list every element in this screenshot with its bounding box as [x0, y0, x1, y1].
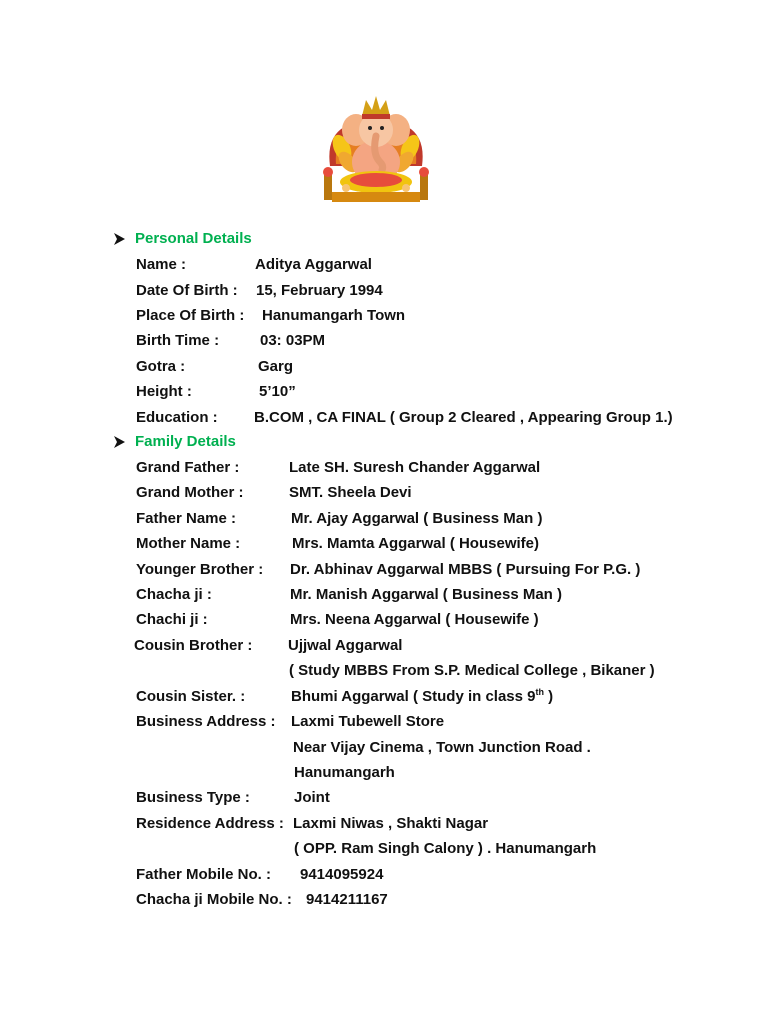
field-value: Ujjwal Aggarwal	[288, 637, 403, 654]
arrow-bullet-icon	[112, 435, 126, 449]
field-label: Chacha ji :	[136, 586, 212, 603]
field-value: Laxmi Tubewell Store	[291, 713, 445, 730]
field-value: Garg	[258, 358, 294, 375]
field-value: 15, February 1994	[256, 282, 383, 299]
ganesha-image	[316, 96, 436, 204]
field-label: Cousin Brother :	[134, 637, 253, 654]
field-label: Place Of Birth :	[136, 307, 245, 324]
field-label: Father Mobile No. :	[136, 866, 271, 883]
field-value: Mr. Manish Aggarwal ( Business Man )	[290, 586, 562, 603]
field-value-continuation: Hanumangarh	[294, 764, 395, 781]
field-value: 03: 03PM	[260, 332, 326, 349]
field-label: Grand Mother :	[136, 484, 244, 501]
field-label: Birth Time :	[136, 332, 220, 349]
field-label: Height :	[136, 383, 192, 400]
field-label: Education :	[136, 409, 218, 426]
field-value: 9414095924	[300, 866, 384, 883]
field-value: 9414211167	[306, 891, 388, 908]
field-value: Bhumi Aggarwal ( Study in class 9th )	[291, 687, 554, 705]
section-heading-text: Personal Details	[135, 230, 252, 247]
field-label: Residence Address :	[136, 815, 284, 832]
field-label: Business Type :	[136, 789, 250, 806]
field-label: Grand Father :	[136, 459, 240, 476]
field-value: Late SH. Suresh Chander Aggarwal	[289, 459, 541, 476]
family-details-heading	[112, 433, 236, 450]
field-label: Name :	[136, 256, 187, 273]
field-value: Mrs. Neena Aggarwal ( Housewife )	[290, 611, 539, 628]
field-value-continuation: Near Vijay Cinema , Town Junction Road .	[293, 739, 591, 756]
field-label: Father Name :	[136, 510, 237, 527]
field-label: Business Address :	[136, 713, 276, 730]
section-heading-text: Family Details	[135, 433, 236, 450]
arrow-bullet-icon	[112, 232, 126, 246]
field-value-continuation: ( OPP. Ram Singh Calony ) . Hanumangarh	[294, 840, 597, 857]
field-value: Aditya Aggarwal	[255, 256, 372, 273]
field-value: SMT. Sheela Devi	[289, 484, 412, 501]
personal-details-heading	[112, 230, 252, 247]
field-label: Chacha ji Mobile No. :	[136, 891, 292, 908]
field-value: Laxmi Niwas , Shakti Nagar	[293, 815, 489, 832]
field-value: Mr. Ajay Aggarwal ( Business Man )	[291, 510, 543, 527]
field-value-continuation: ( Study MBBS From S.P. Medical College , Bikaner )	[289, 662, 655, 679]
field-label: Date Of Birth :	[136, 282, 238, 299]
field-value: 5’10”	[259, 383, 296, 400]
field-value: Hanumangarh Town	[262, 307, 406, 324]
field-label: Mother Name :	[136, 535, 241, 552]
field-value: Dr. Abhinav Aggarwal MBBS ( Pursuing For P.G. )	[290, 561, 641, 578]
field-label: Chachi ji :	[136, 611, 208, 628]
field-label: Younger Brother :	[136, 561, 264, 578]
field-label: Gotra :	[136, 358, 186, 375]
field-value: Joint	[294, 789, 330, 806]
field-value: B.COM , CA FINAL ( Group 2 Cleared , Appearing Group 1.)	[254, 409, 673, 426]
field-value: Mrs. Mamta Aggarwal ( Housewife)	[292, 535, 539, 552]
field-label: Cousin Sister. :	[136, 688, 246, 705]
